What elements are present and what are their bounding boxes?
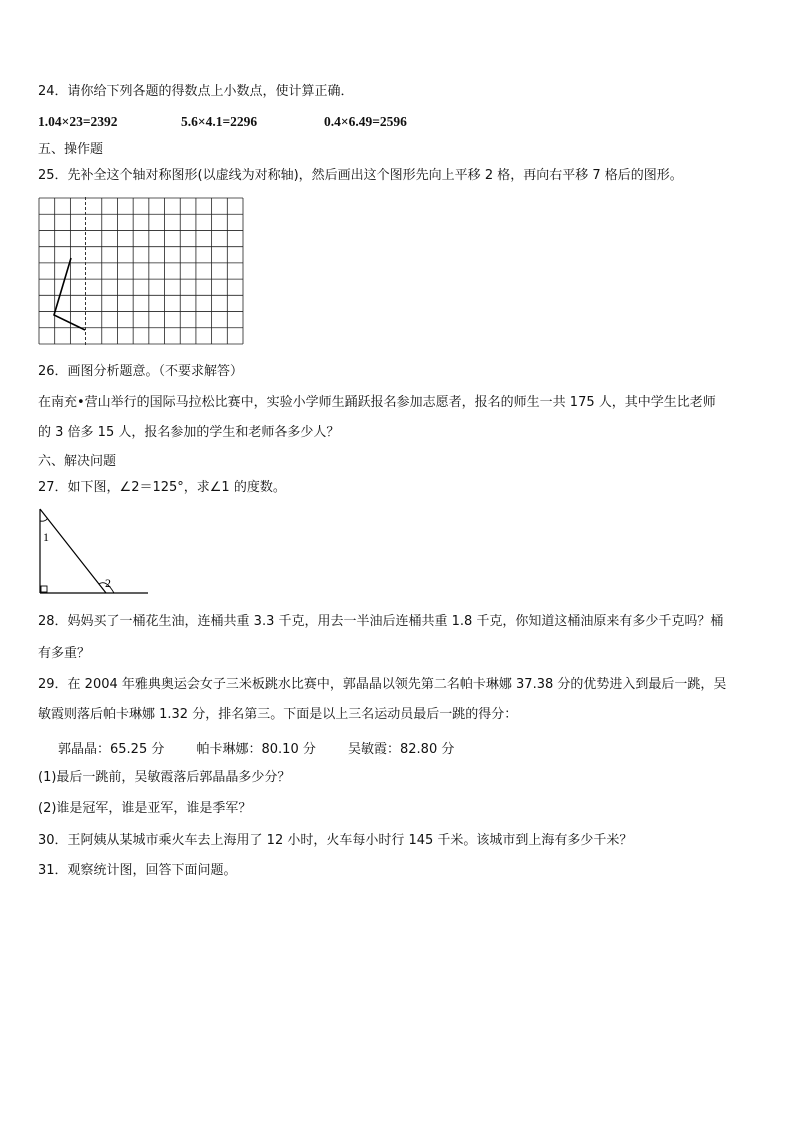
question-31-text: 31．观察统计图，回答下面问题。 bbox=[38, 863, 237, 878]
equation-2: 5.6×4.1=2296 bbox=[181, 114, 258, 129]
section-5-heading: 五、操作题 bbox=[38, 142, 104, 157]
question-25-text: 25．先补全这个轴对称图形(以虚线为对称轴)，然后画出这个图形先向上平移 2 格，再向右平移 7 格后的图形。 bbox=[38, 168, 683, 183]
symmetry-grid-figure bbox=[38, 197, 244, 349]
question-26-line-2: 的 3 倍多 15 人，报名参加的学生和老师各多少人？ bbox=[38, 425, 340, 440]
question-28-line-2: 有多重？ bbox=[38, 646, 91, 661]
angle-2-label: 2 bbox=[105, 576, 111, 590]
right-triangle-figure bbox=[38, 507, 150, 603]
question-28-line-1: 28．妈妈买了一桶花生油，连桶共重 3.3 千克，用去一半油后连桶共重 1.8 千克，你知道这桶油原来有多少千克吗？桶 bbox=[38, 614, 724, 629]
question-24-text: 24．请你给下列各题的得数点上小数点，使计算正确． bbox=[38, 84, 354, 99]
angle-1-arc bbox=[40, 519, 48, 522]
question-26-title: 26．画图分析题意。（不要求解答） bbox=[38, 364, 244, 379]
question-29-line-2: 敏霞则落后帕卡琳娜 1.32 分，排名第三。下面是以上三名运动员最后一跳的得分： bbox=[38, 707, 518, 722]
score-wu-minxia: 吴敏霞：82.80 分 bbox=[348, 742, 455, 757]
right-angle-mark bbox=[41, 586, 47, 592]
score-guo-jingjing: 郭晶晶：65.25 分 bbox=[58, 742, 165, 757]
half-figure bbox=[54, 258, 85, 330]
question-29-sub-2: (2)谁是冠军，谁是亚军，谁是季军？ bbox=[38, 801, 252, 816]
final-dive-scores bbox=[58, 738, 482, 757]
section-6-heading: 六、解决问题 bbox=[38, 454, 117, 469]
question-26-line-1: 在南充•营山举行的国际马拉松比赛中，实验小学师生踊跃报名参加志愿者，报名的师生一共 175 人，其中学生比老师 bbox=[38, 395, 716, 410]
question-27-text: 27．如下图，∠2＝125°，求∠1 的度数。 bbox=[38, 480, 286, 495]
score-pakalina: 帕卡琳娜：80.10 分 bbox=[196, 742, 316, 757]
equation-3: 0.4×6.49=2596 bbox=[324, 114, 407, 129]
equation-1: 1.04×23=2392 bbox=[38, 114, 118, 129]
question-29-sub-1: (1)最后一跳前，吴敏霞落后郭晶晶多少分？ bbox=[38, 770, 291, 785]
hypotenuse bbox=[40, 509, 106, 593]
question-29-line-1: 29．在 2004 年雅典奥运会女子三米板跳水比赛中，郭晶晶以领先第二名帕卡琳娜 37.38 分的优势进入到最后一跳，吴 bbox=[38, 677, 727, 692]
question-30-text: 30．王阿姨从某城市乘火车去上海用了 12 小时，火车每小时行 145 千米。该城市到上海有多少千米？ bbox=[38, 833, 633, 848]
angle-1-label: 1 bbox=[43, 530, 49, 544]
